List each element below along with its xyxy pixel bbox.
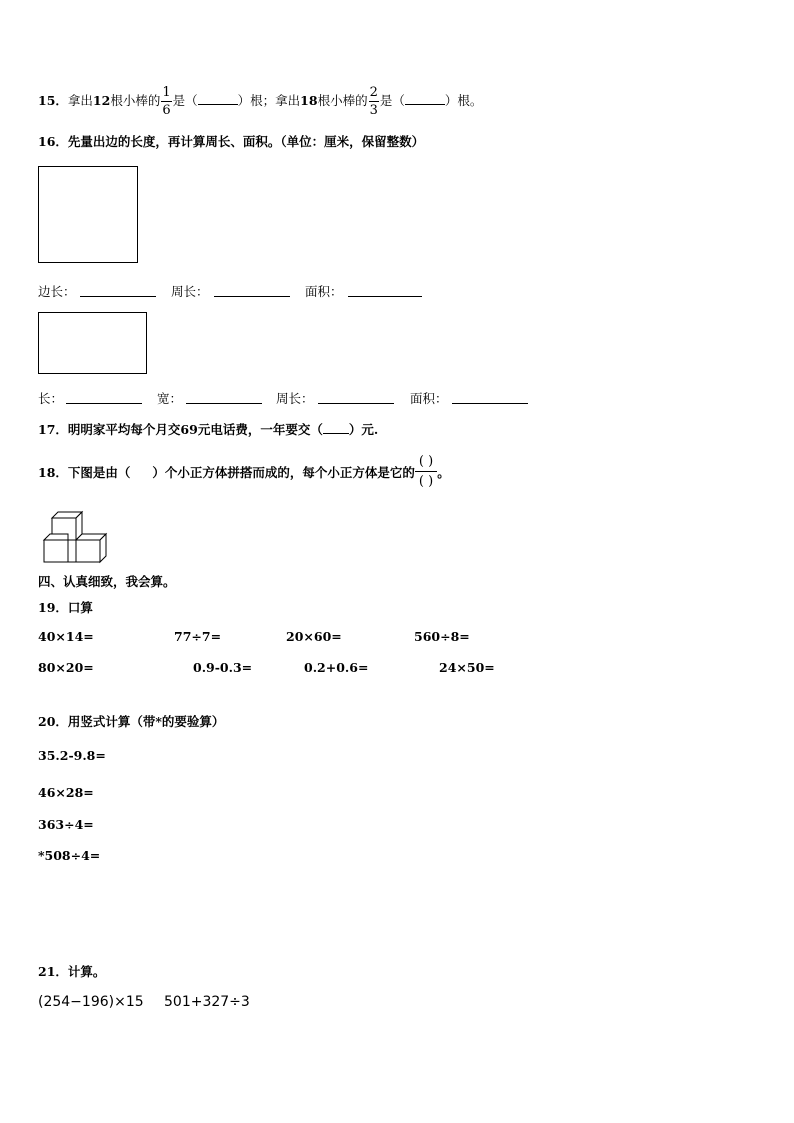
rect-width-blank[interactable] [186,389,262,404]
rect-length-label: 长： [38,391,64,406]
vertical-calc-2: 46×28= [38,785,94,800]
question-20-title: 20．用竖式计算（带*的要验算） [38,714,225,729]
fraction-two-thirds: $\frac{2}{3}$ [369,85,378,118]
question-16: 16．先量出边的长度，再计算周长、面积。（单位：厘米，保留整数） [38,134,425,149]
oral-calc-2: 77÷7= [174,629,222,644]
square-side-blank[interactable] [80,282,156,297]
question-17: 17．明明家平均每个月交69元电话费，一年要交（ ）元. [38,422,379,437]
q18-fraction-blank[interactable]: ( ) ( ) [415,455,437,488]
rect-area-label: 面积： [410,391,448,406]
rect-perimeter-label: 周长： [276,391,314,406]
oral-calc-4: 560÷8= [414,629,470,644]
square-area-label: 面积： [305,284,343,299]
square-side-label: 边长： [38,284,76,299]
cubes-figure [38,508,108,568]
q17-blank[interactable] [323,433,349,434]
oral-calc-3: 20×60= [286,629,342,644]
expression-2: 501+327÷3 [164,994,250,1010]
oral-calc-5: 80×20= [38,660,94,675]
vertical-calc-4: *508÷4= [38,848,101,863]
question-19-title: 19．口算 [38,600,93,615]
expression-1: (254−196)×15 [38,994,144,1010]
oral-calc-7: 0.2+0.6= [304,660,369,675]
question-18: 18．下图是由（ ）个小正方体拼搭而成的，每个小正方体是它的 ( ) ( ) 。 [38,454,450,489]
vertical-calc-3: 363÷4= [38,817,94,832]
question-21-title: 21．计算。 [38,964,106,979]
rect-width-label: 宽： [157,391,183,406]
rectangle-figure [38,312,147,374]
vertical-calc-1: 35.2-9.8= [38,748,106,763]
oral-calc-8: 24×50= [439,660,495,675]
section-4-title: 四、认真细致，我会算。 [38,574,176,589]
square-perimeter-blank[interactable] [214,282,290,297]
rect-length-blank[interactable] [66,389,142,404]
rect-area-blank[interactable] [452,389,528,404]
square-area-blank[interactable] [348,282,422,297]
fraction-one-sixth: $\frac{1}{6}$ [162,85,171,118]
square-figure [38,166,138,263]
q15-blank-2[interactable] [405,104,445,105]
question-15: 15．拿出12根小棒的 $\frac{1}{6}$ 是（ ）根；拿出18根小棒的 $\frac{2}{3}$ 是（ ）根。 [38,85,483,118]
oral-calc-1: 40×14= [38,629,94,644]
oral-calc-6: 0.9-0.3= [193,660,253,675]
q15-blank-1[interactable] [198,104,238,105]
q15-number: 15． [38,93,68,108]
rect-perimeter-blank[interactable] [318,389,394,404]
square-perimeter-label: 周长： [171,284,209,299]
